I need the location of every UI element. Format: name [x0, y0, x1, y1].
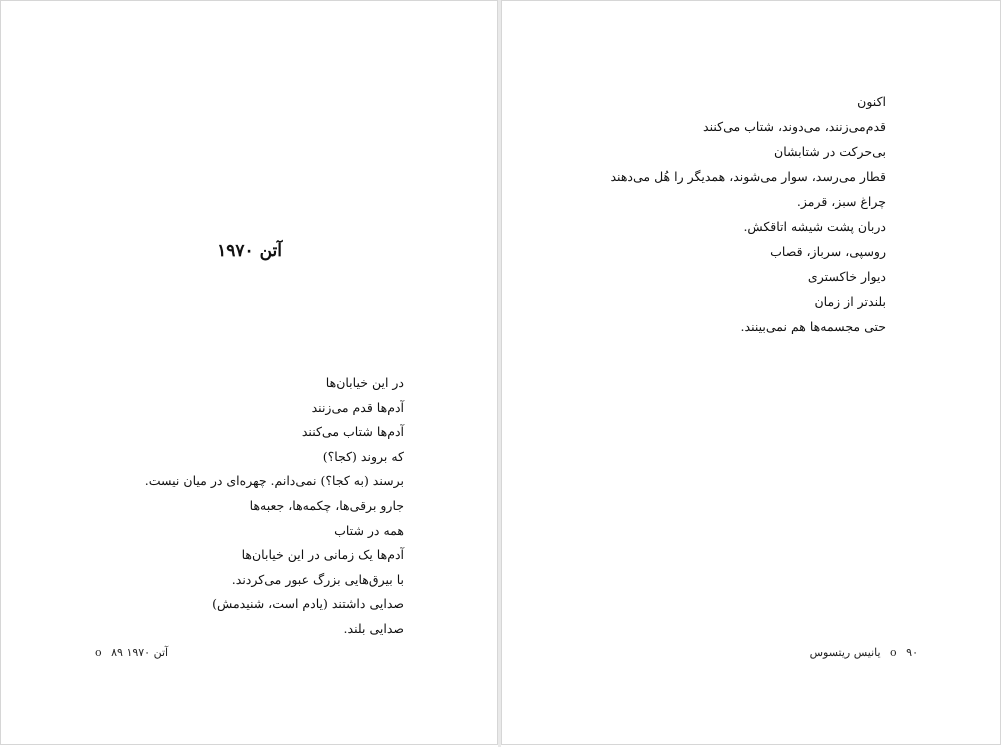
poem-line: همه در شتاب — [334, 522, 404, 538]
poem-title: آتن ۱۹۷۰ — [217, 241, 282, 261]
right-page — [501, 0, 1001, 745]
poem-line: صدایی بلند. — [343, 620, 404, 636]
poem-line: دیوار خاکستری — [807, 269, 886, 284]
poem-line: حتی مجسمه‌ها هم نمی‌بینند. — [740, 319, 886, 334]
poem-line: برسند (به کجا؟) نمی‌دانم. چهره‌ای در میان نیست. — [144, 473, 404, 489]
poem-line: روسپی، سرباز، قصاب — [770, 244, 886, 259]
poem-line: دربان پشت شیشه اتاقکش. — [743, 219, 886, 234]
poem-line: آدم‌ها یک زمانی در این خیابان‌ها — [241, 547, 404, 563]
poem-line: آدم‌ها قدم می‌زنند — [311, 399, 404, 415]
footer-page-number: ۸۹ — [111, 646, 123, 659]
poem-line: در این خیابان‌ها — [325, 375, 404, 390]
poem-line: قدم‌می‌زنند، می‌دوند، شتاب می‌کنند — [703, 119, 886, 134]
left-poem — [104, 371, 404, 642]
poem-line: اکنون — [857, 94, 886, 109]
footer-running-title: آتن ۱۹۷۰ — [126, 646, 169, 659]
footer-running-title: یانیس ریتسوس — [809, 646, 881, 659]
poem-line: صدایی داشتند (یادم است، شنیدمش) — [212, 596, 404, 612]
right-page-footer — [810, 646, 918, 659]
footer-page-number: ۹۰ — [906, 646, 918, 659]
left-page-footer — [89, 646, 168, 659]
poem-line: که بروند (کجا؟) — [322, 448, 404, 464]
poem-line: چراغ سبز، قرمز. — [796, 194, 886, 209]
poem-line: جارو برقی‌ها، چکمه‌ها، جعبه‌ها — [249, 497, 404, 513]
poem-line: قطار می‌رسد، سوار می‌شوند، همدیگر را هُل می‌دهند — [610, 169, 886, 184]
right-poem — [566, 89, 886, 339]
poem-line: بلندتر از زمان — [814, 294, 886, 309]
footer-separator: ο — [95, 646, 102, 659]
poem-line: با بیرق‌هایی بزرگ عبور می‌کردند. — [231, 571, 404, 587]
footer-separator: ο — [890, 646, 897, 659]
left-page — [0, 0, 498, 745]
poem-line: بی‌حرکت در شتابشان — [774, 144, 886, 159]
poem-line: آدم‌ها شتاب می‌کنند — [301, 424, 404, 440]
